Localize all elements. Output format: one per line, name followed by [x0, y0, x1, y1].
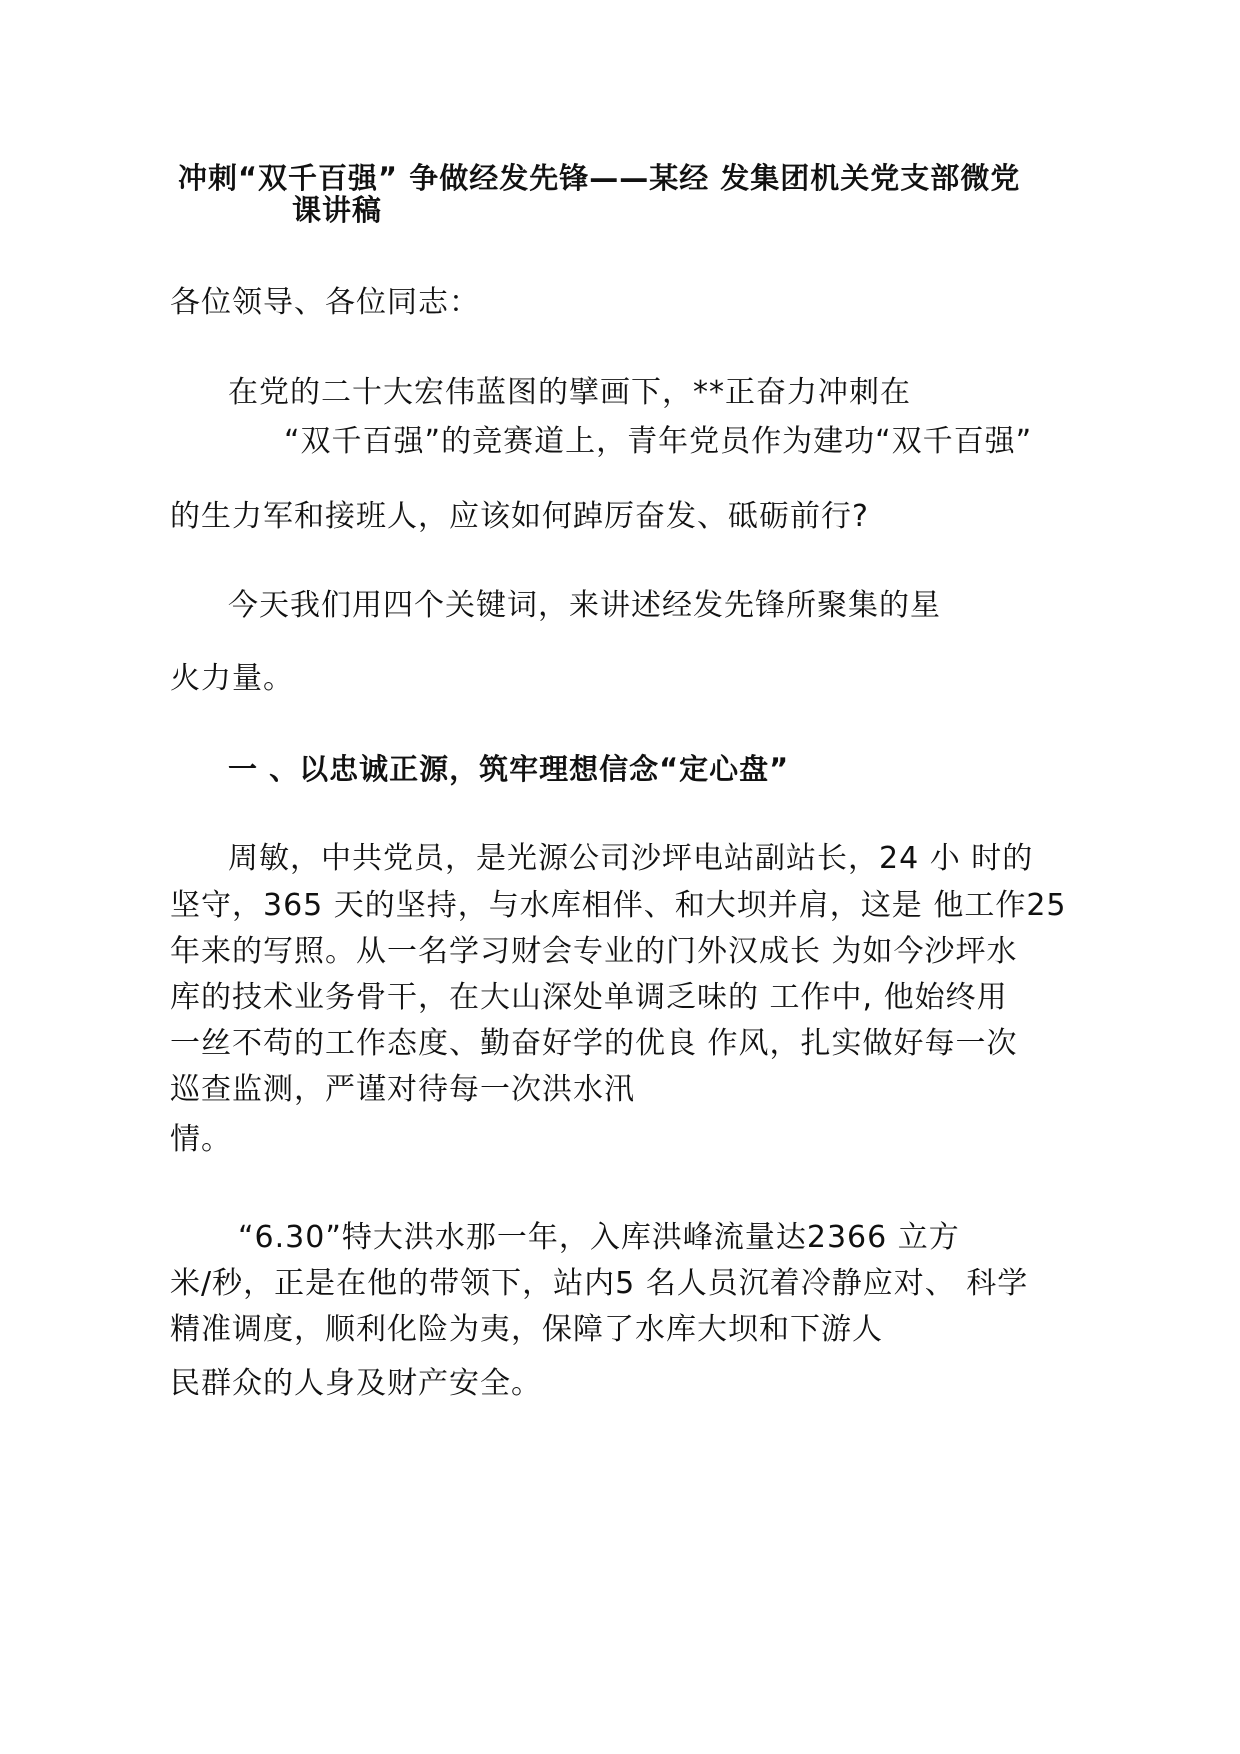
section-heading: 一 、以忠诚正源，筑牢理想信念“定心盘”	[228, 752, 790, 786]
paragraph-line: 坚守，365 天的坚持，与水库相伴、和大坝并肩，这是 他工作25	[170, 888, 1067, 923]
paragraph-line: 精准调度，顺利化险为夷，保障了水库大坝和下游人	[170, 1312, 883, 1347]
greeting: 各位领导、各位同志：	[170, 285, 480, 320]
paragraph-line: 周敏，中共党员，是光源公司沙坪电站副站长，24 小 时的	[228, 841, 1034, 876]
paragraph-line: “6.30”特大洪水那一年，入库洪峰流量达2366 立方	[238, 1220, 960, 1255]
paragraph-line: 巡查监测，严谨对待每一次洪水汛	[170, 1072, 635, 1107]
document-title-line-2: 课讲稿	[292, 193, 383, 227]
paragraph-line: 情。	[170, 1122, 232, 1157]
paragraph-line: 在党的二十大宏伟蓝图的擘画下，**正奋力冲刺在	[228, 375, 911, 410]
paragraph-line: 一丝不苟的工作态度、勤奋好学的优良 作风，扎实做好每一次	[170, 1026, 1018, 1061]
document-title-line-1: 冲刺“双千百强” 争做经发先锋——某经 发集团机关党支部微党	[178, 161, 1021, 195]
paragraph-line: 米/秒，正是在他的带领下，站内5 名人员沉着冷静应对、 科学	[170, 1266, 1029, 1301]
paragraph-line: 的生力军和接班人，应该如何踔厉奋发、砥砺前行?	[170, 499, 869, 534]
paragraph-line: 民群众的人身及财产安全。	[170, 1366, 542, 1401]
paragraph-line: “双千百强”的竞赛道上，青年党员作为建功“双千百强”	[284, 424, 1033, 459]
paragraph-line: 火力量。	[170, 661, 294, 696]
paragraph-line: 年来的写照。从一名学习财会专业的门外汉成长 为如今沙坪水	[170, 934, 1018, 969]
paragraph-line: 今天我们用四个关键词，来讲述经发先锋所聚集的星	[228, 588, 941, 623]
paragraph-line: 库的技术业务骨干，在大山深处单调乏味的 工作中, 他始终用	[170, 980, 1008, 1015]
